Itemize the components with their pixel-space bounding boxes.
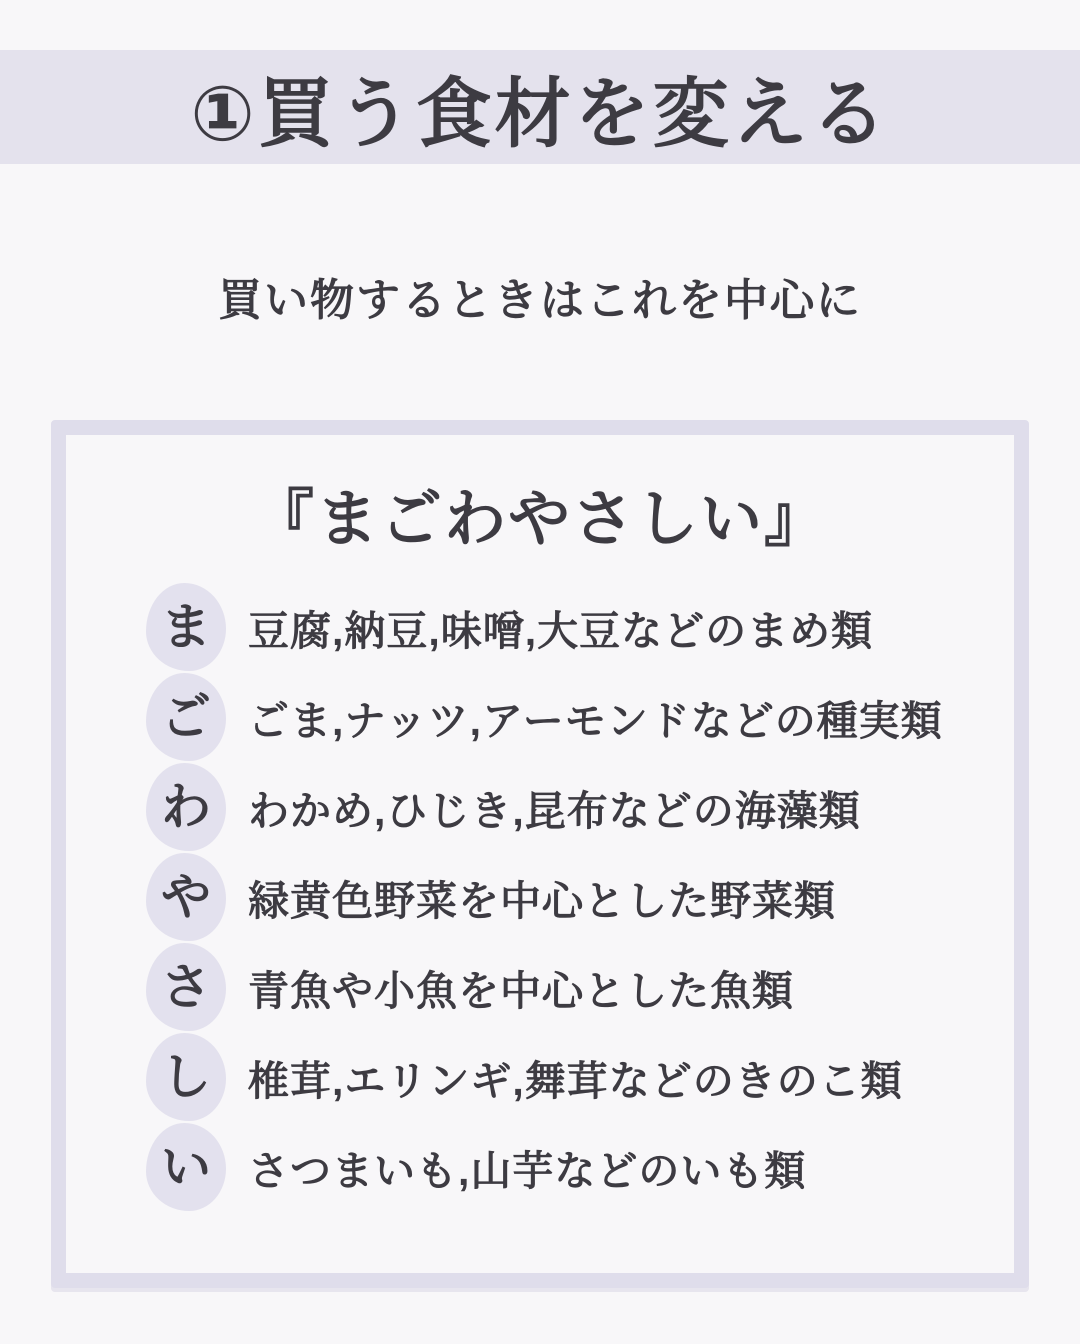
page-title: ①買う食材を変える (190, 71, 890, 157)
card-title: 『まごわやさしい』 (251, 485, 828, 554)
list-item (66, 1122, 1014, 1212)
kana-badge-label: ま (161, 599, 211, 655)
list-item (66, 1032, 1014, 1122)
kana-badge-label: い (161, 1139, 211, 1195)
kana-badge (146, 763, 226, 851)
item-description: さつまいも,山芋などのいも類 (248, 1147, 807, 1194)
kana-badge-label: や (161, 869, 211, 925)
items-list (66, 582, 1014, 1212)
item-description: わかめ,ひじき,昆布などの海藻類 (248, 787, 861, 834)
kana-badge (146, 1033, 226, 1121)
kana-badge-label: わ (161, 779, 211, 835)
kana-badge-label: ご (161, 689, 211, 745)
list-item (66, 582, 1014, 672)
kana-badge (146, 673, 226, 761)
item-description: 椎茸,エリンギ,舞茸などのきのこ類 (248, 1057, 903, 1104)
list-item (66, 942, 1014, 1032)
list-item (66, 672, 1014, 762)
list-item (66, 762, 1014, 852)
item-description: ごま,ナッツ,アーモンドなどの種実類 (248, 697, 943, 744)
kana-badge-label: し (161, 1049, 211, 1105)
infographic-page (0, 50, 1080, 1344)
subtitle: 買い物するときはこれを中心に (218, 276, 862, 325)
list-item (66, 852, 1014, 942)
magowayasashii-card (51, 420, 1029, 1288)
kana-badge (146, 583, 226, 671)
kana-badge (146, 1123, 226, 1211)
kana-badge (146, 943, 226, 1031)
item-description: 豆腐,納豆,味噌,大豆などのまめ類 (248, 607, 874, 654)
kana-badge (146, 853, 226, 941)
item-description: 緑黄色野菜を中心とした野菜類 (248, 877, 836, 924)
header-band (0, 50, 1080, 164)
kana-badge-label: さ (161, 959, 211, 1015)
item-description: 青魚や小魚を中心とした魚類 (248, 967, 794, 1014)
